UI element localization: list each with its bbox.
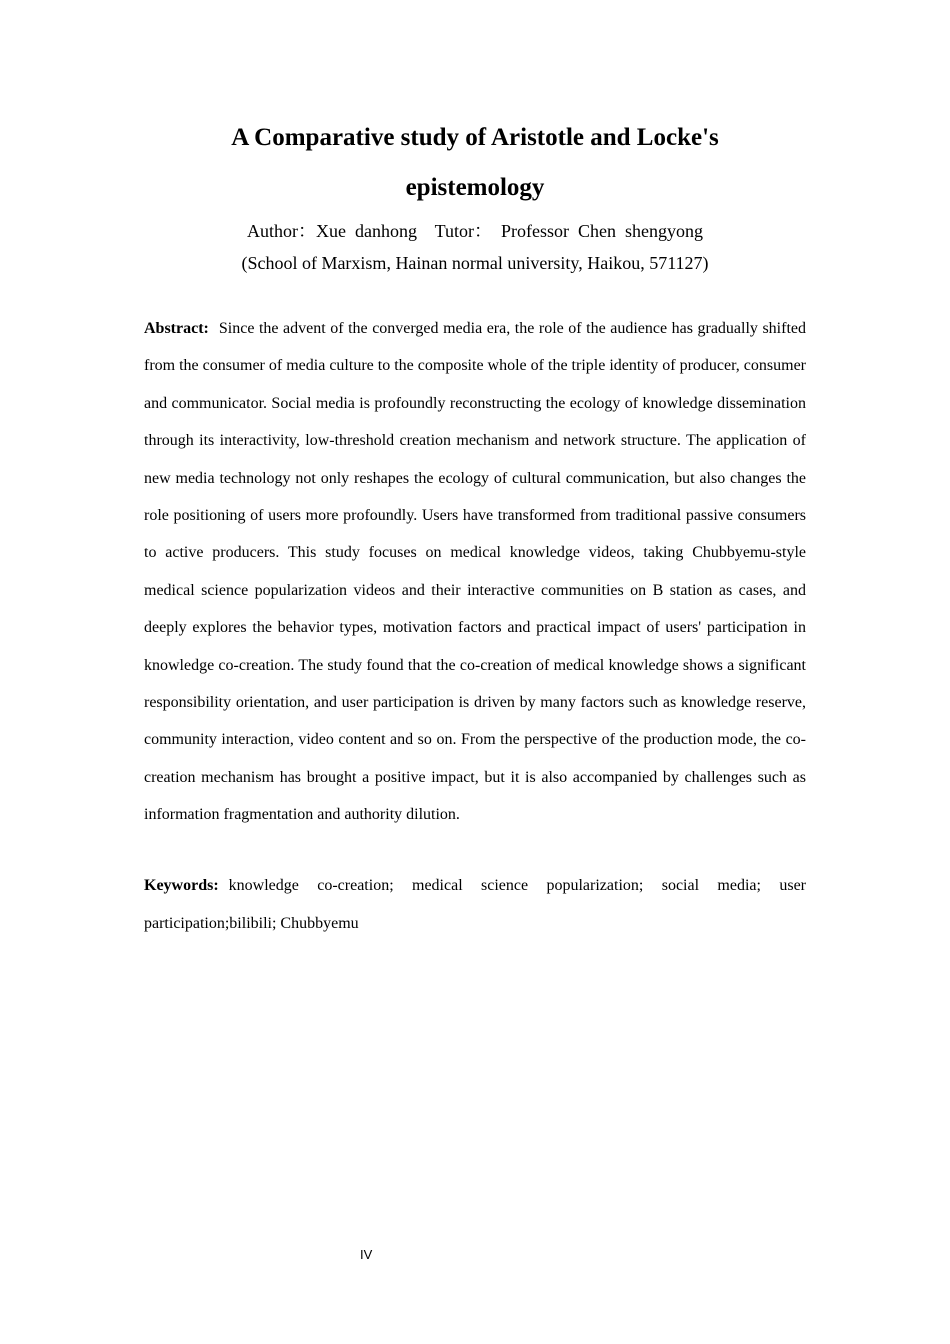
paper-title-line-2: epistemology <box>405 174 545 201</box>
keywords <box>144 867 806 942</box>
abstract <box>144 310 806 834</box>
keywords-label: Keywords: <box>144 877 219 894</box>
author-line: Author：Xue danhong Tutor： Professor Chen shengyong <box>247 221 703 241</box>
keywords-text: knowledge co-creation; medical science popularization; social media; user participation;bilibili; Chubbyemu <box>144 877 806 932</box>
page-number: IV <box>360 1247 373 1262</box>
abstract-label: Abstract: <box>144 320 209 337</box>
paper-title-line-1: A Comparative study of Aristotle and Locke's <box>231 124 719 151</box>
affiliation: (School of Marxism, Hainan normal university, Haikou, 571127) <box>241 253 709 273</box>
abstract-text: Since the advent of the converged media era, the role of the audience has gradually shifted from the consumer of media culture to the composite whole of the triple identity of producer, consumer and communicator. Social media is profoundly reconstructing the ecology of knowledge dissemination through its interactivity, low-threshold creation mechanism and network structure. The application of new media technology not only reshapes the ecology of cultural communication, but also changes the role positioning of users more profoundly. Users have transformed from traditional passive consumers to active producers. This study focuses on medical knowledge videos, taking Chubbyemu-style medical science popularization videos and their interactive communities on B station as cases, and deeply explores the behavior types, motivation factors and practical impact of users' participation in knowledge co-creation. The study found that the co-creation of medical knowledge shows a significant responsibility orientation, and user participation is driven by many factors such as knowledge reserve, community interaction, video content and so on. From the perspective of the production mode, the co-creation mechanism has brought a positive impact, but it is also accompanied by challenges such as information fragmentation and authority dilution. <box>144 320 806 824</box>
